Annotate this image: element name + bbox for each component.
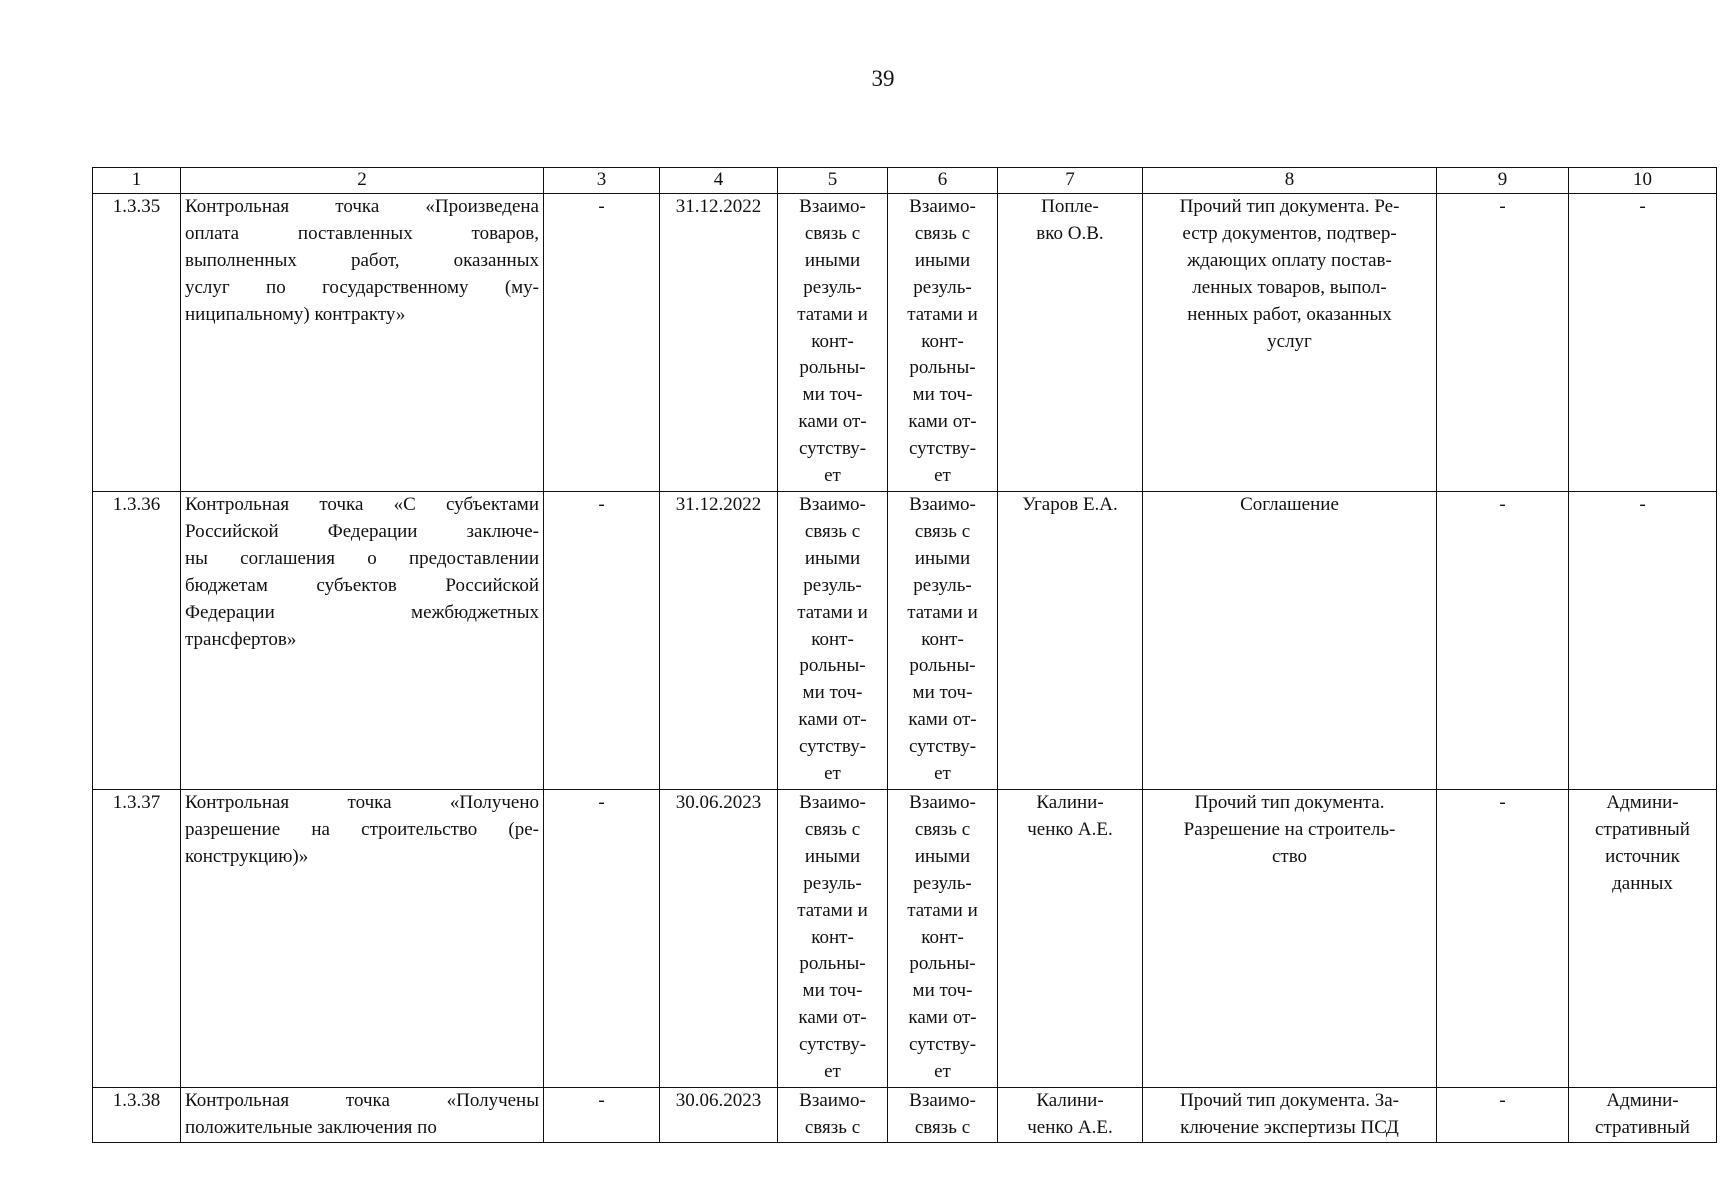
relation-text-line: Взаимо-	[799, 1090, 866, 1111]
relation-cell-6	[888, 194, 998, 492]
document-type-line: услуг	[1267, 330, 1312, 352]
column-header: 10	[1569, 168, 1717, 194]
relation-cell-6	[888, 790, 998, 1088]
relation-text-line: татами и	[907, 601, 978, 623]
column-9-cell: -	[1437, 790, 1569, 1088]
relation-text-line: сутству-	[908, 1034, 977, 1056]
relation-text-line: ет	[934, 763, 951, 785]
data-source-line: Админи-	[1606, 792, 1679, 813]
control-point-name-line: положительные заключения по	[185, 1116, 437, 1138]
column-header: 2	[181, 168, 544, 194]
data-source-cell	[1569, 1088, 1717, 1143]
column-3-cell: -	[544, 194, 660, 492]
relation-text-line: сутству-	[798, 736, 867, 758]
relation-text-line: связь с	[804, 818, 861, 840]
relation-text-line: связь с	[804, 520, 861, 542]
control-point-name-line: выполненных работ, оказанных	[185, 249, 539, 271]
control-point-name-line: Контрольная точка «С субъектами	[185, 494, 539, 515]
control-point-name-line: разрешение на строительство (ре-	[185, 818, 539, 840]
relation-text-line: конт-	[921, 330, 964, 352]
relation-cell-5	[778, 790, 888, 1088]
page-number: 39	[871, 66, 895, 91]
document-type-line: ждающих оплату постав-	[1187, 249, 1392, 271]
column-9-cell: -	[1437, 492, 1569, 790]
relation-text-line: иными	[804, 249, 861, 271]
responsible-person-line: вко О.В.	[1036, 222, 1104, 244]
relation-cell-5	[778, 1088, 888, 1143]
relation-text-line: резуль-	[803, 276, 862, 298]
relation-text-line: Взаимо-	[799, 792, 866, 813]
relation-text-line: ками от-	[908, 411, 977, 433]
control-point-name-line: ны соглашения о предоставлении	[185, 547, 539, 569]
responsible-person-cell	[998, 194, 1143, 492]
control-point-name-line: ниципальному) контракту»	[185, 303, 406, 325]
column-header: 5	[778, 168, 888, 194]
table-row	[93, 790, 1717, 1088]
relation-text-line: Взаимо-	[909, 196, 976, 217]
relation-text-line: татами и	[797, 601, 868, 623]
responsible-person-line: ченко А.Е.	[1027, 818, 1113, 840]
relation-text-line: связь с	[804, 1116, 861, 1138]
relation-text-line: конт-	[921, 926, 964, 948]
data-source-line: -	[1639, 196, 1646, 217]
relation-text-line: резуль-	[803, 574, 862, 596]
row-number-cell: 1.3.37	[93, 790, 181, 1088]
relation-text-line: ет	[824, 1061, 841, 1083]
responsible-person-cell	[998, 790, 1143, 1088]
relation-text-line: ми точ-	[802, 980, 863, 1002]
relation-text-line: Взаимо-	[799, 494, 866, 515]
data-source-line: Админи-	[1606, 1090, 1679, 1111]
document-type-line: ленных товаров, выпол-	[1192, 276, 1387, 298]
relation-text-line: ми точ-	[802, 682, 863, 704]
data-source-cell	[1569, 492, 1717, 790]
relation-text-line: ми точ-	[912, 384, 973, 406]
relation-text-line: Взаимо-	[799, 196, 866, 217]
relation-text-line: Взаимо-	[909, 494, 976, 515]
responsible-person-cell	[998, 492, 1143, 790]
control-point-name-line: трансфертов»	[185, 628, 297, 650]
responsible-person-line: Калини-	[1036, 792, 1104, 813]
document-type-line: ство	[1271, 845, 1308, 867]
column-9-cell: -	[1437, 1088, 1569, 1143]
control-point-name-cell	[181, 790, 544, 1088]
relation-text-line: ками от-	[798, 709, 867, 731]
column-header: 7	[998, 168, 1143, 194]
control-point-name-line: Контрольная точка «Получено	[185, 792, 539, 813]
document-type-line: ключение экспертизы ПСД	[1180, 1116, 1399, 1138]
relation-text-line: татами и	[907, 899, 978, 921]
control-point-name-line: конструкцию)»	[185, 845, 309, 867]
relation-text-line: рольны-	[799, 357, 866, 379]
relation-cell-5	[778, 492, 888, 790]
relation-text-line: Взаимо-	[909, 1090, 976, 1111]
relation-text-line: ет	[824, 465, 841, 487]
control-point-name-line: Российской Федерации заключе-	[185, 520, 539, 542]
column-header: 8	[1143, 168, 1437, 194]
relation-text-line: сутству-	[798, 438, 867, 460]
relation-cell-6	[888, 492, 998, 790]
relation-text-line: Взаимо-	[909, 792, 976, 813]
document-type-line: Прочий тип документа. За-	[1179, 1090, 1399, 1111]
relation-text-line: иными	[914, 845, 971, 867]
document-type-line: Соглашение	[1240, 494, 1339, 515]
relation-text-line: конт-	[921, 628, 964, 650]
control-point-name-line: Контрольная точка «Произведена	[185, 196, 539, 217]
relation-text-line: ет	[934, 465, 951, 487]
control-point-name-line: оплата поставленных товаров,	[185, 222, 539, 244]
relation-cell-6	[888, 1088, 998, 1143]
document-type-cell	[1143, 492, 1437, 790]
document-type-cell	[1143, 790, 1437, 1088]
responsible-person-line: ченко А.Е.	[1027, 1116, 1113, 1138]
document-type-line: Прочий тип документа.	[1194, 792, 1385, 813]
relation-text-line: связь с	[914, 818, 971, 840]
responsible-person-cell	[998, 1088, 1143, 1143]
document-type-line: ненных работ, оказанных	[1187, 303, 1392, 325]
table-row	[93, 1088, 1717, 1143]
relation-text-line: резуль-	[913, 276, 972, 298]
column-header: 1	[93, 168, 181, 194]
document-type-line: естр документов, подтвер-	[1182, 222, 1397, 244]
relation-text-line: связь с	[804, 222, 861, 244]
document-type-cell	[1143, 194, 1437, 492]
relation-text-line: рольны-	[909, 655, 976, 677]
control-point-name-line: Контрольная точка «Получены	[185, 1090, 539, 1111]
row-number-cell: 1.3.35	[93, 194, 181, 492]
relation-text-line: ками от-	[798, 1007, 867, 1029]
relation-text-line: связь с	[914, 222, 971, 244]
relation-text-line: конт-	[811, 330, 854, 352]
table-row	[93, 194, 1717, 492]
column-header: 4	[660, 168, 778, 194]
relation-text-line: рольны-	[799, 953, 866, 975]
column-3-cell: -	[544, 1088, 660, 1143]
data-source-line: источник	[1605, 845, 1680, 867]
relation-text-line: связь с	[914, 1116, 971, 1138]
control-point-name-line: бюджетам субъектов Российской	[185, 574, 539, 596]
document-type-line: Прочий тип документа. Ре-	[1179, 196, 1400, 217]
relation-text-line: сутству-	[798, 1034, 867, 1056]
relation-text-line: сутству-	[908, 736, 977, 758]
column-3-cell: -	[544, 790, 660, 1088]
row-number-cell: 1.3.38	[93, 1088, 181, 1143]
relation-text-line: рольны-	[909, 953, 976, 975]
relation-text-line: резуль-	[913, 574, 972, 596]
relation-text-line: резуль-	[803, 872, 862, 894]
relation-text-line: иными	[914, 249, 971, 271]
relation-text-line: ми точ-	[802, 384, 863, 406]
column-header: 9	[1437, 168, 1569, 194]
control-point-name-cell	[181, 194, 544, 492]
deadline-date-cell: 30.06.2023	[660, 1088, 778, 1143]
relation-text-line: ет	[934, 1061, 951, 1083]
data-source-line: данных	[1612, 872, 1673, 894]
relation-text-line: татами и	[907, 303, 978, 325]
data-source-line: стративный	[1595, 818, 1690, 840]
responsible-person-line: Попле-	[1041, 196, 1099, 217]
relation-text-line: рольны-	[909, 357, 976, 379]
control-point-name-cell	[181, 1088, 544, 1143]
column-header: 6	[888, 168, 998, 194]
control-points-table	[92, 167, 1717, 1143]
relation-text-line: ми точ-	[912, 682, 973, 704]
data-source-line: -	[1639, 494, 1646, 515]
responsible-person-line: Угаров Е.А.	[1022, 494, 1118, 515]
relation-text-line: резуль-	[913, 872, 972, 894]
relation-text-line: иными	[804, 845, 861, 867]
relation-text-line: конт-	[811, 926, 854, 948]
table-row	[93, 492, 1717, 790]
relation-text-line: ками от-	[798, 411, 867, 433]
column-9-cell: -	[1437, 194, 1569, 492]
relation-text-line: ками от-	[908, 709, 977, 731]
deadline-date-cell: 30.06.2023	[660, 790, 778, 1088]
relation-cell-5	[778, 194, 888, 492]
control-point-name-line: Федерации межбюджетных	[185, 601, 539, 623]
data-source-cell	[1569, 194, 1717, 492]
column-header: 3	[544, 168, 660, 194]
relation-text-line: иными	[914, 547, 971, 569]
row-number-cell: 1.3.36	[93, 492, 181, 790]
relation-text-line: ми точ-	[912, 980, 973, 1002]
table-header-row	[93, 168, 1717, 194]
relation-text-line: татами и	[797, 899, 868, 921]
column-3-cell: -	[544, 492, 660, 790]
relation-text-line: рольны-	[799, 655, 866, 677]
data-source-line: стративный	[1595, 1116, 1690, 1138]
relation-text-line: татами и	[797, 303, 868, 325]
relation-text-line: ками от-	[908, 1007, 977, 1029]
relation-text-line: иными	[804, 547, 861, 569]
relation-text-line: ет	[824, 763, 841, 785]
relation-text-line: связь с	[914, 520, 971, 542]
control-point-name-cell	[181, 492, 544, 790]
deadline-date-cell: 31.12.2022	[660, 492, 778, 790]
data-source-cell	[1569, 790, 1717, 1088]
responsible-person-line: Калини-	[1036, 1090, 1104, 1111]
relation-text-line: конт-	[811, 628, 854, 650]
deadline-date-cell: 31.12.2022	[660, 194, 778, 492]
document-type-cell	[1143, 1088, 1437, 1143]
control-point-name-line: услуг по государственному (му-	[185, 276, 539, 298]
relation-text-line: сутству-	[908, 438, 977, 460]
document-type-line: Разрешение на строитель-	[1183, 818, 1396, 840]
